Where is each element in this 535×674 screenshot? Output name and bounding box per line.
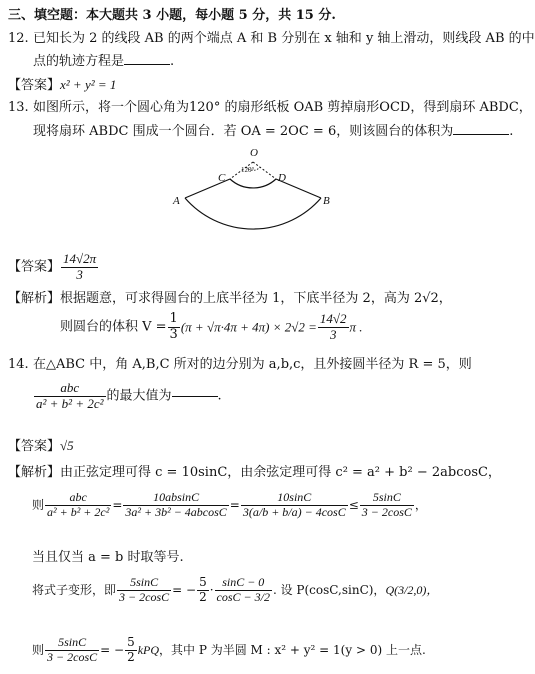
q14-frac-den: a² + b² + 2c²: [36, 395, 104, 411]
q13-analysis-text: 根据题意，可求得圆台的上底半径为 1，下底半径为 2，高为 2√2，: [60, 291, 452, 306]
eq1-frac3: [241, 491, 348, 520]
eq2-frac3-den: cosC − 3/2: [216, 589, 270, 604]
q13-line2-end: .: [509, 124, 514, 139]
q12-answer-value: x² + y² = 1: [60, 77, 117, 92]
q13-frac-result-num: 14√2: [319, 311, 347, 326]
sector-ring-figure: [170, 146, 340, 254]
q13-line2: [33, 124, 513, 140]
eq2-mid: . 设 P(cosC,sinC)，: [272, 583, 386, 598]
section-title: 三、填空题：本大题共 3 小题，每小题 5 分，共 15 分.: [8, 8, 336, 23]
label-a: A: [173, 195, 180, 207]
q12-line2-text: 点的轨迹方程是: [33, 54, 125, 69]
q13-frac-third-den: 3: [169, 326, 178, 342]
eq3-frac2: [125, 636, 137, 665]
q12-number: 12.: [8, 31, 29, 46]
q13-answer-num: 14√2π: [63, 251, 97, 266]
eq1-frac2-den: 3a² + 3b² − 4abcosC: [125, 504, 227, 519]
eq3-eq: = −: [100, 643, 125, 658]
q13-analysis-line1: [8, 291, 452, 307]
eq1-frac1-num: abc: [69, 490, 87, 504]
q14-answer: [8, 438, 74, 455]
q14-equality-line: 当且仅当 a = b 时取等号.: [32, 550, 184, 565]
q14-answer-value: √5: [60, 438, 74, 453]
q14-line2-text: 的最大值为: [106, 388, 172, 404]
q13-answer: [8, 252, 99, 283]
q13-frac-result-den: 3: [318, 327, 349, 343]
q13-frac-third: [168, 312, 180, 343]
eq1-pre: 则: [32, 498, 45, 513]
q14-answer-label: 【答案】: [8, 439, 61, 454]
q13-volume-mid: (π + √π·4π + 4π) × 2√2 =: [180, 319, 317, 335]
eq2-frac1-den: 3 − 2cosC: [119, 589, 170, 604]
eq3-frac2-num: 5: [127, 635, 135, 649]
q12-answer: [8, 77, 116, 94]
eq2-frac2: [197, 576, 209, 605]
label-o: O: [250, 147, 258, 159]
label-c: C: [218, 172, 226, 184]
q13-analysis-label: 【解析】: [8, 291, 61, 306]
q14-answer-blank: [172, 396, 218, 397]
eq3-frac1-den: 3 − 2cosC: [47, 649, 98, 664]
q13-line2-text: 现将扇环 ABDC 围成一个圆台．若 OA = 2OC = 6，则该圆台的体积为: [33, 124, 454, 139]
q14-analysis-line1: [8, 465, 501, 481]
eq1-le: ≤: [348, 498, 359, 513]
label-angle: 120°: [241, 166, 255, 174]
eq1-eq: =: [112, 498, 123, 513]
eq3-pre: 则: [32, 643, 45, 658]
eq3-frac2-den: 2: [127, 649, 135, 664]
q12-answer-label: 【答案】: [8, 78, 61, 93]
q12-line2: [33, 54, 174, 70]
eq1-frac1-den: a² + b² + 2c²: [47, 504, 110, 519]
q13-answer-den: 3: [61, 267, 98, 283]
q13-line1: 如图所示，将一个圆心角为120° 的扇形纸板 OAB 剪掉扇形OCD，得到扇环 ABDC，: [33, 100, 532, 115]
eq1-frac4-num: 5sinC: [372, 490, 401, 504]
inner-arc: [230, 179, 276, 188]
q13-number: 13.: [8, 100, 29, 115]
eq1-frac3-num: 10sinC: [277, 490, 312, 504]
q13-answer-label: 【答案】: [8, 259, 61, 275]
eq2-frac1: [117, 576, 171, 605]
eq1-frac3-den: 3(a/b + b/a) − 4cosC: [242, 504, 346, 519]
eq1-end: ，: [414, 498, 427, 513]
radius-od-dashed: [253, 162, 276, 179]
q13-answer-blank: [453, 134, 509, 135]
eq3-frac1-num: 5sinC: [58, 635, 87, 649]
label-d: D: [278, 172, 286, 184]
eq2-frac1-num: 5sinC: [130, 575, 159, 589]
q14-analysis-label: 【解析】: [8, 465, 61, 480]
eq1-frac4-den: 3 − 2cosC: [361, 504, 412, 519]
q14-frac-num: abc: [60, 380, 80, 395]
q14-eq3: [32, 636, 426, 665]
q13-volume-end: π .: [349, 319, 363, 335]
q13-frac-result: [318, 312, 349, 343]
eq2-eq: = −: [172, 583, 197, 598]
eq2-frac3-num: sinC − 0: [222, 575, 265, 589]
eq2-frac2-num: 5: [199, 575, 207, 589]
eq2-q: Q(3/2,0)，: [385, 583, 439, 598]
q14-line2-dot: .: [217, 388, 222, 404]
q13-volume-pre: 则圆台的体积 V =: [60, 319, 167, 335]
eq2-pre: 将式子变形，即: [32, 583, 117, 598]
q14-eq1: [32, 491, 427, 520]
outer-arc: [185, 198, 321, 229]
q14-fraction: [34, 381, 106, 412]
eq1-frac2: [123, 491, 228, 520]
eq1-frac1: [45, 491, 111, 520]
q14-number: 14.: [8, 357, 29, 372]
eq2-frac2-den: 2: [199, 589, 207, 604]
q12-line1: 已知长为 2 的线段 AB 的两个端点 A 和 B 分别在 x 轴和 y 轴上滑动，则线段 AB 的中: [33, 31, 535, 46]
q14-analysis-text: 由正弦定理可得 c = 10sinC，由余弦定理可得 c² = a² + b² − 2abcosC，: [60, 465, 501, 480]
q13-answer-fraction: [61, 252, 98, 283]
q12-answer-blank: [124, 64, 170, 65]
eq1-frac4: [360, 491, 414, 520]
q13-frac-third-num: 1: [169, 311, 178, 326]
eq1-eq2: =: [229, 498, 240, 513]
q12-line2-end: .: [170, 54, 175, 69]
eq3-k: kPQ: [137, 643, 160, 658]
label-b: B: [323, 195, 330, 207]
q14-eq2: [32, 576, 438, 605]
q14-line2: [33, 381, 222, 412]
eq1-frac2-num: 10absinC: [153, 490, 200, 504]
eq3-frac1: [45, 636, 99, 665]
q13-analysis-line2: [60, 312, 363, 343]
eq2-frac3: [215, 576, 272, 605]
eq2-dot: ·: [209, 583, 214, 598]
q14-line1: 在△ABC 中，角 A,B,C 所对的边分别为 a,b,c，且外接圆半径为 R = 5，则: [33, 357, 472, 372]
eq3-end: ，其中 P 为半圆 M : x² + y² = 1(y > 0) 上一点.: [159, 643, 426, 658]
